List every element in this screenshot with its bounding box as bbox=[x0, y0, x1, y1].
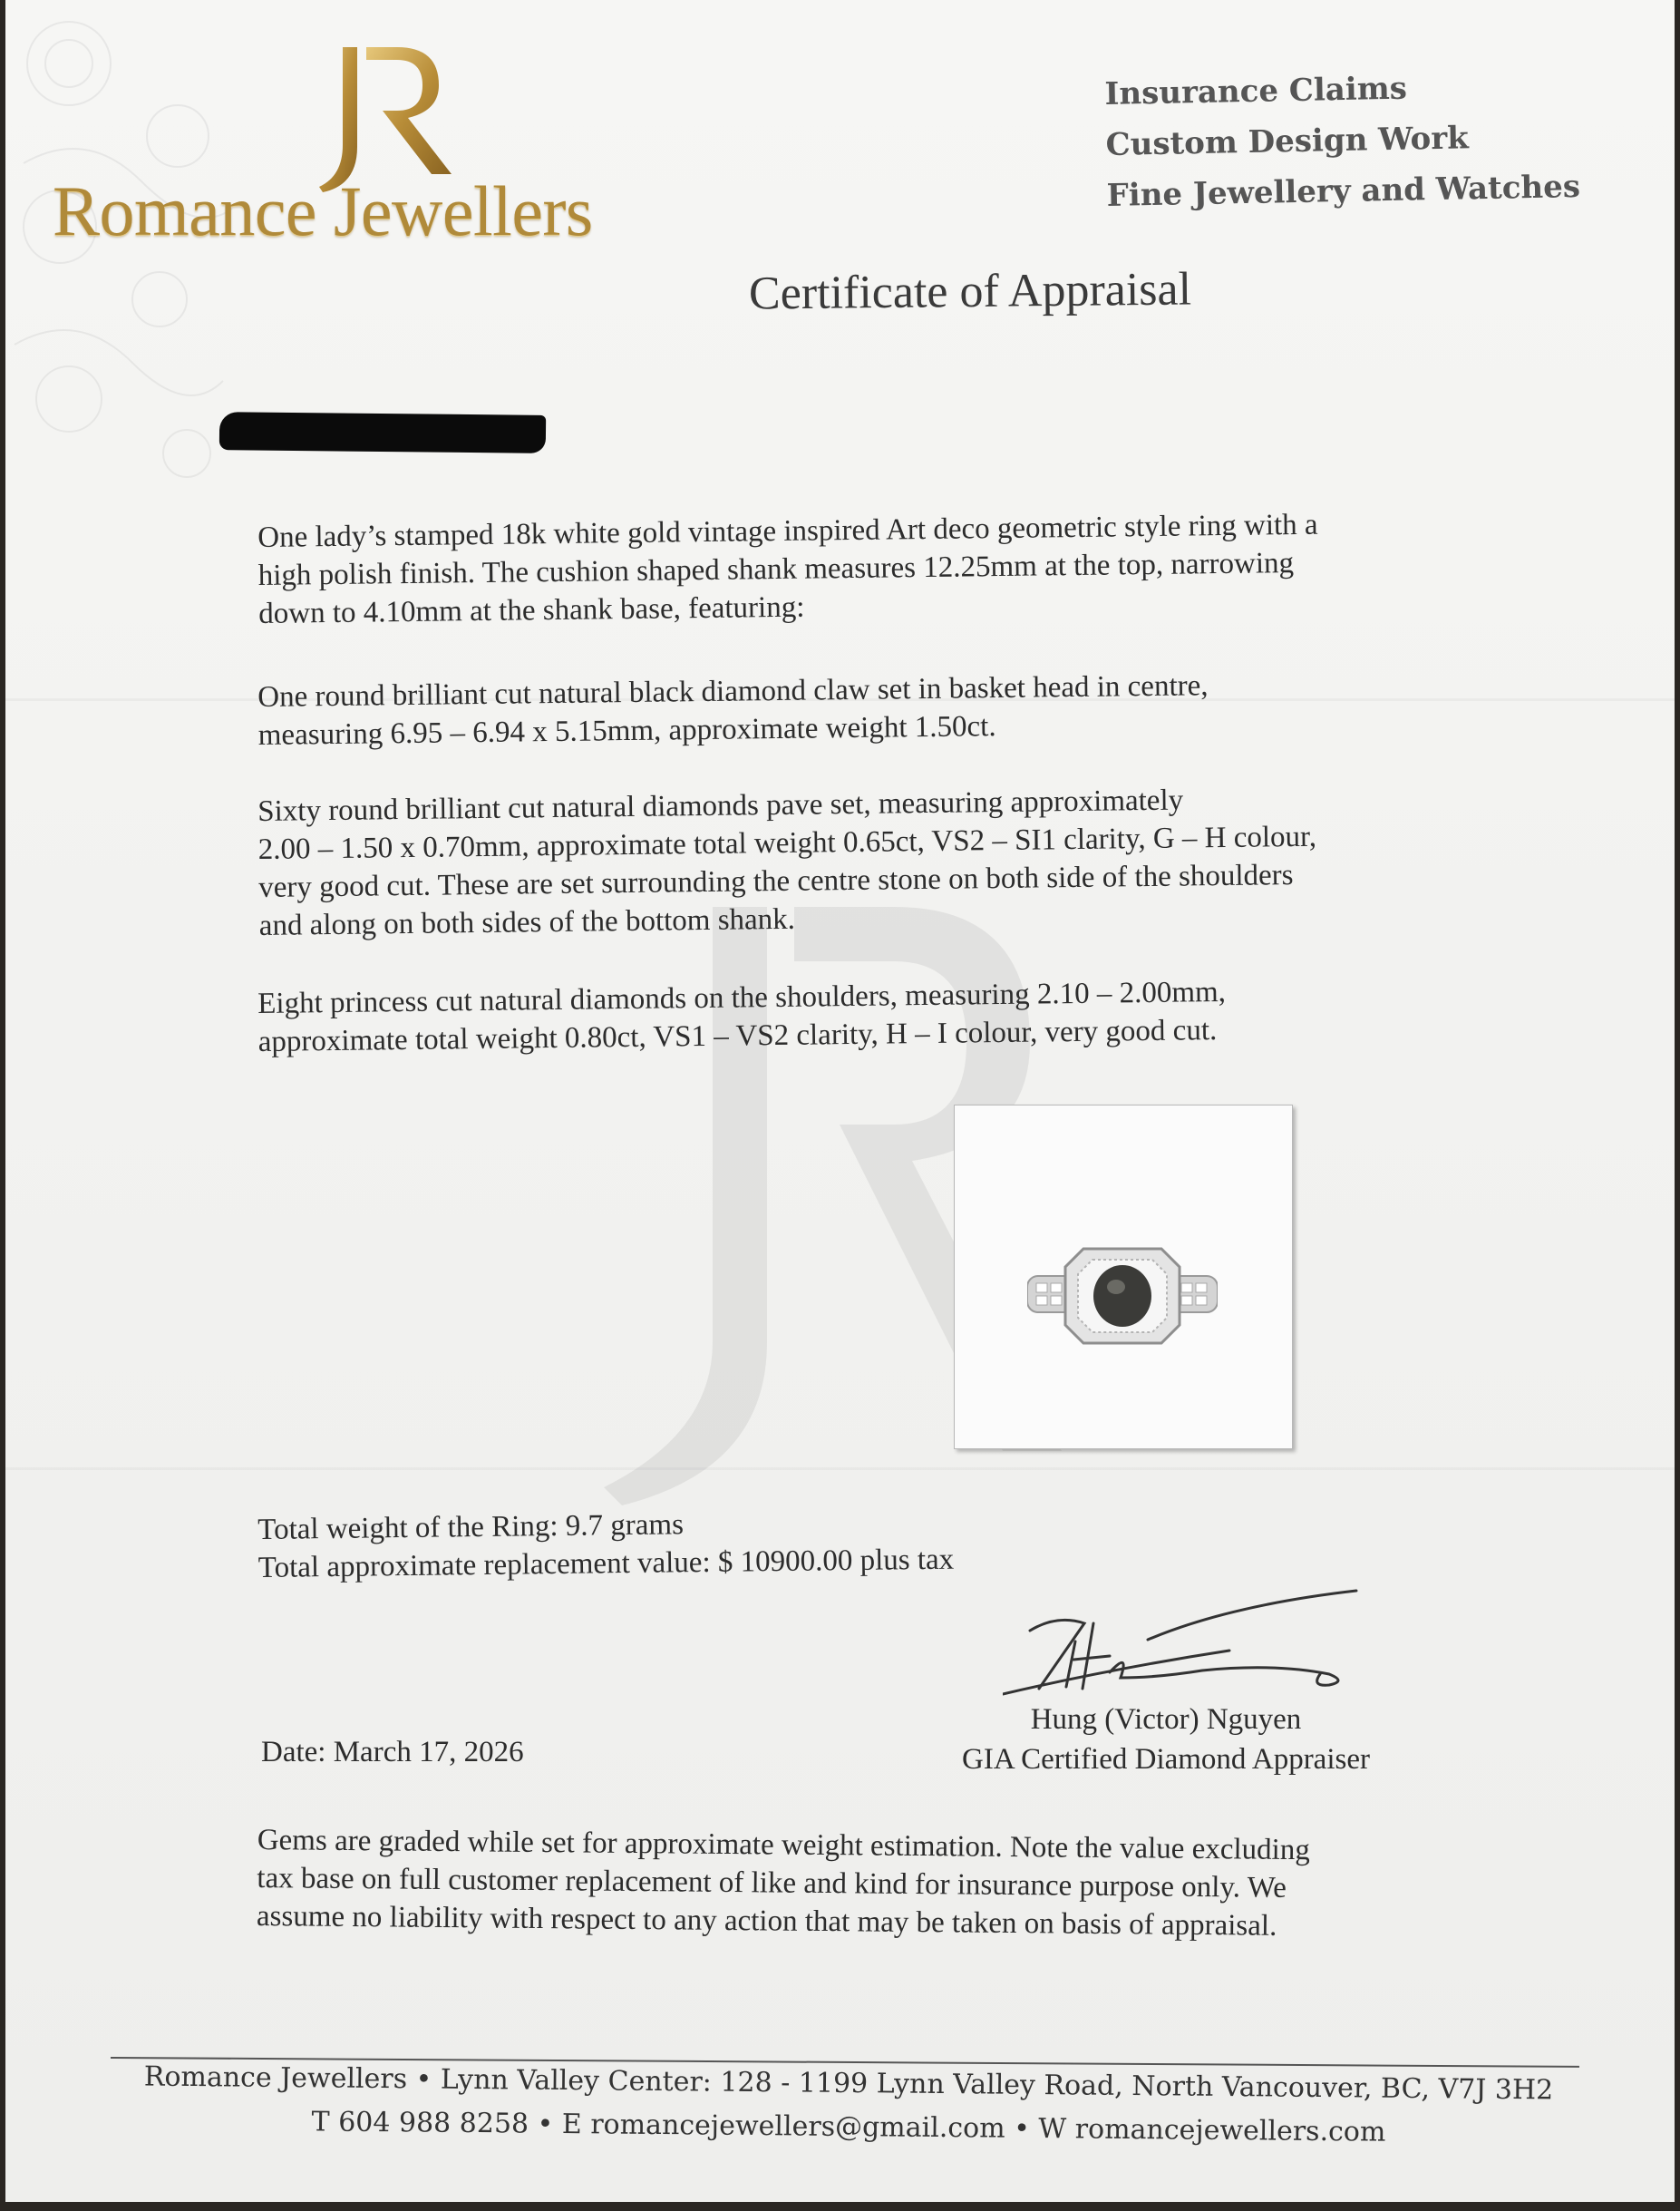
service-item: Insurance Claims bbox=[1104, 70, 1408, 112]
text-line: tax base on full customer replacement of like and kind for insurance purpose only. We bbox=[257, 1861, 1287, 1904]
disclaimer bbox=[257, 1821, 1436, 1946]
text-line: approximate total weight 0.80ct, VS1 – VS2 clarity, H – I colour, very good cut. bbox=[257, 1014, 1218, 1058]
total-value: Total approximate replacement value: $ 10900.00 plus tax bbox=[257, 1543, 955, 1584]
description-paragraph bbox=[257, 664, 1437, 755]
service-item: Custom Design Work bbox=[1105, 120, 1470, 163]
footer-contact: T 604 988 8258 • E romancejewellers@gmail.com • W romancejewellers.com bbox=[311, 2106, 1386, 2148]
text-line: Eight princess cut natural diamonds on the shoulders, measuring 2.10 – 2.00mm, bbox=[257, 975, 1227, 1020]
text-line: down to 4.10mm at the shank base, featuring: bbox=[258, 590, 805, 630]
appraiser-credential: GIA Certified Diamond Appraiser bbox=[962, 1743, 1370, 1776]
services-list bbox=[1104, 58, 1669, 221]
ring-photo bbox=[954, 1105, 1293, 1449]
appraiser-name: Hung (Victor) Nguyen bbox=[1030, 1703, 1302, 1736]
description-paragraph bbox=[257, 970, 1437, 1061]
text-line: One lady’s stamped 18k white gold vintage inspired Art deco geometric style ring with a bbox=[257, 508, 1318, 554]
description-paragraph bbox=[257, 504, 1437, 633]
text-line: very good cut. These are set surrounding the centre stone on both side of the shoulders bbox=[258, 859, 1294, 904]
text-line: 2.00 – 1.50 x 0.70mm, approximate total weight 0.65ct, VS2 – SI1 clarity, G – H colour, bbox=[257, 820, 1317, 866]
ring-image bbox=[1027, 1242, 1218, 1350]
appraiser-block bbox=[912, 1700, 1420, 1779]
certificate-page bbox=[5, 0, 1675, 2202]
redacted-name bbox=[219, 412, 546, 453]
description-paragraph bbox=[257, 778, 1438, 945]
certificate-title: Certificate of Appraisal bbox=[748, 263, 1192, 320]
text-line: and along on both sides of the bottom shank. bbox=[258, 902, 796, 942]
totals bbox=[257, 1496, 1437, 1587]
text-line: One round brilliant cut natural black diamond claw set in basket head in centre, bbox=[257, 669, 1209, 714]
brand-name: Romance Jewellers bbox=[53, 171, 593, 250]
text-line: measuring 6.95 – 6.94 x 5.15mm, approximate weight 1.50ct. bbox=[257, 710, 996, 752]
appraisal-date: Date: March 17, 2026 bbox=[261, 1736, 524, 1768]
text-line: Sixty round brilliant cut natural diamonds pave set, measuring approximately bbox=[257, 784, 1184, 828]
text-line: assume no liability with respect to any action that may be taken on basis of appraisal. bbox=[256, 1899, 1277, 1943]
text-line: high polish finish. The cushion shaped shank measures 12.25mm at the top, narrowing bbox=[257, 547, 1295, 592]
brand-logo bbox=[53, 38, 687, 256]
footer-address: Romance Jewellers • Lynn Valley Center: 128 - 1199 Lynn Valley Road, North Vancouver, BC, V7J 3H2 bbox=[143, 2060, 1554, 2107]
text-line: Gems are graded while set for approximate weight estimation. Note the value excluding bbox=[257, 1823, 1310, 1867]
appraiser-signature bbox=[1003, 1587, 1365, 1705]
total-weight: Total weight of the Ring: 9.7 grams bbox=[257, 1508, 685, 1546]
service-item: Fine Jewellery and Watches bbox=[1106, 168, 1581, 214]
